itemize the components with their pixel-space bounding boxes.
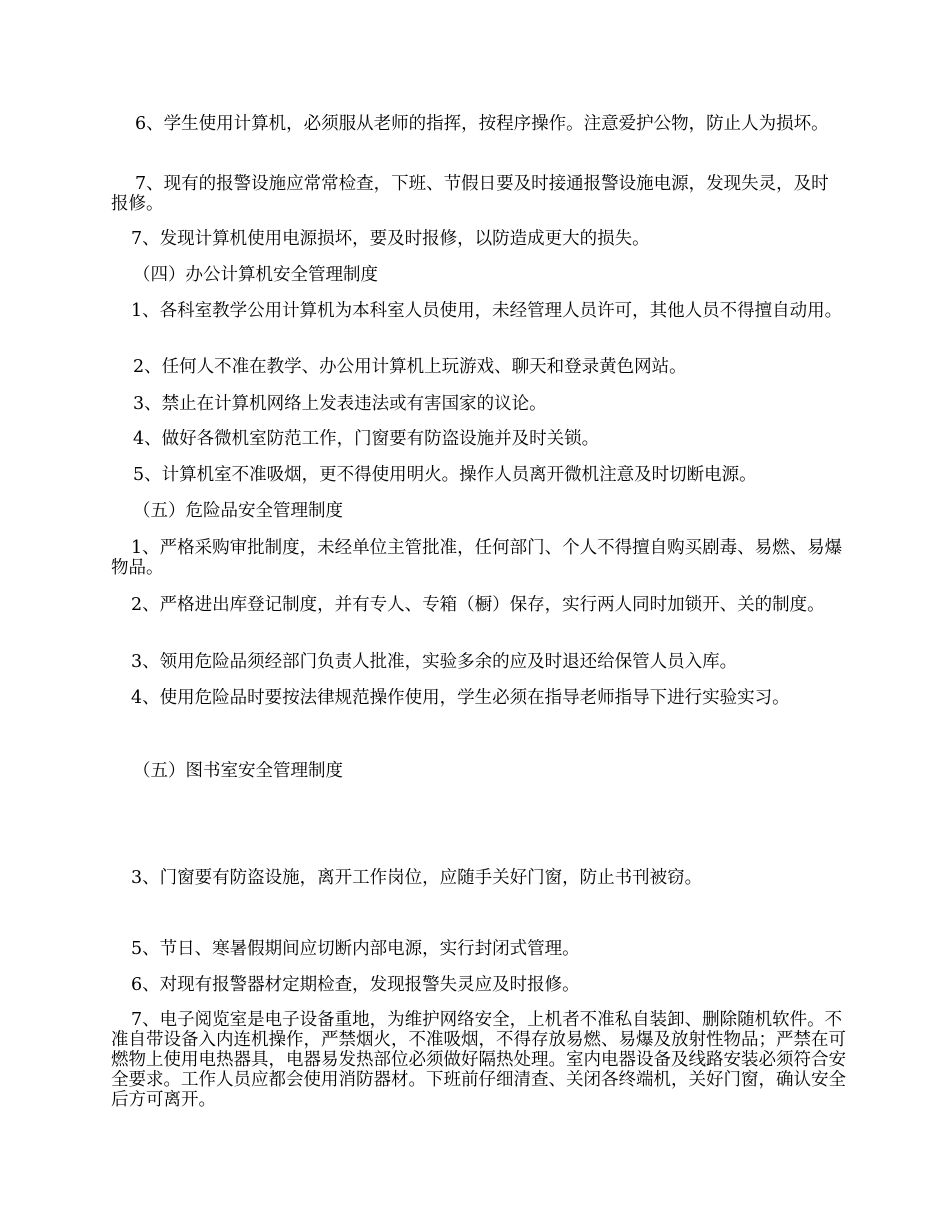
paragraph-office-rule-3: 3、禁止在计算机网络上发表违法或有害国家的议论。 — [133, 394, 547, 414]
section-heading-office-computer: （四）办公计算机安全管理制度 — [133, 265, 378, 285]
paragraph-alarm-check-rule-7: 7、现有的报警设施应常常检查，下班、节假日要及时接通报警设施电源，发现失灵，及时报修。 — [111, 174, 829, 214]
paragraph-power-damage-rule-7: 7、发现计算机使用电源损坏，要及时报修，以防造成更大的损失。 — [131, 229, 650, 249]
paragraph-office-rule-1: 1、各科室教学公用计算机为本科室人员使用，未经管理人员许可，其他人员不得擅自动用。 — [131, 301, 843, 321]
paragraph-hazard-rule-1: 1、严格采购审批制度，未经单位主管批准，任何部门、个人不得擅自购买剧毒、易燃、易爆物品。 — [111, 538, 843, 578]
section-heading-hazardous-materials: （五）危险品安全管理制度 — [133, 501, 343, 521]
paragraph-library-rule-5: 5、节日、寒暑假期间应切断内部电源，实行封闭式管理。 — [131, 939, 580, 959]
paragraph-office-rule-5: 5、计算机室不准吸烟，更不得使用明火。操作人员离开微机注意及时切断电源。 — [133, 465, 757, 485]
section-heading-library: （五）图书室安全管理制度 — [133, 761, 343, 781]
paragraph-office-rule-4: 4、做好各微机室防范工作，门窗要有防盗设施并及时关锁。 — [133, 429, 600, 449]
paragraph-library-rule-7: 7、电子阅览室是电子设备重地，为维护网络安全，上机者不准私自装卸、删除随机软件。不准自带设备入内连机操作，严禁烟火，不准吸烟，不得存放易燃、易爆及放射性物品；严禁在可燃物上使用电热器具，电器易发热部位必须做好隔热处理。室内电器设备及线路安装必须符合安全要求。工作人员应都会使用消防器材。下班前仔细清查、关闭各终端机，关好门窗，确认安全后方可离开。 — [111, 1010, 846, 1110]
paragraph-library-rule-3: 3、门窗要有防盗设施，离开工作岗位，应随手关好门窗，防止书刊被窃。 — [131, 868, 703, 888]
paragraph-library-rule-6: 6、对现有报警器材定期检查，发现报警失灵应及时报修。 — [131, 975, 580, 995]
paragraph-hazard-rule-2: 2、严格进出库登记制度，并有专人、专箱（橱）保存，实行两人同时加锁开、关的制度。 — [131, 595, 825, 615]
paragraph-hazard-rule-3: 3、领用危险品须经部门负责人批准，实验多余的应及时退还给保管人员入库。 — [131, 652, 738, 672]
paragraph-hazard-rule-4: 4、使用危险品时要按法律规范操作使用，学生必须在指导老师指导下进行实验实习。 — [131, 688, 790, 708]
paragraph-computer-use-rule-6: 6、学生使用计算机，必须服从老师的指挥，按程序操作。注意爱护公物，防止人为损坏。 — [135, 114, 829, 134]
paragraph-office-rule-2: 2、任何人不准在教学、办公用计算机上玩游戏、聊天和登录黄色网站。 — [133, 357, 687, 377]
